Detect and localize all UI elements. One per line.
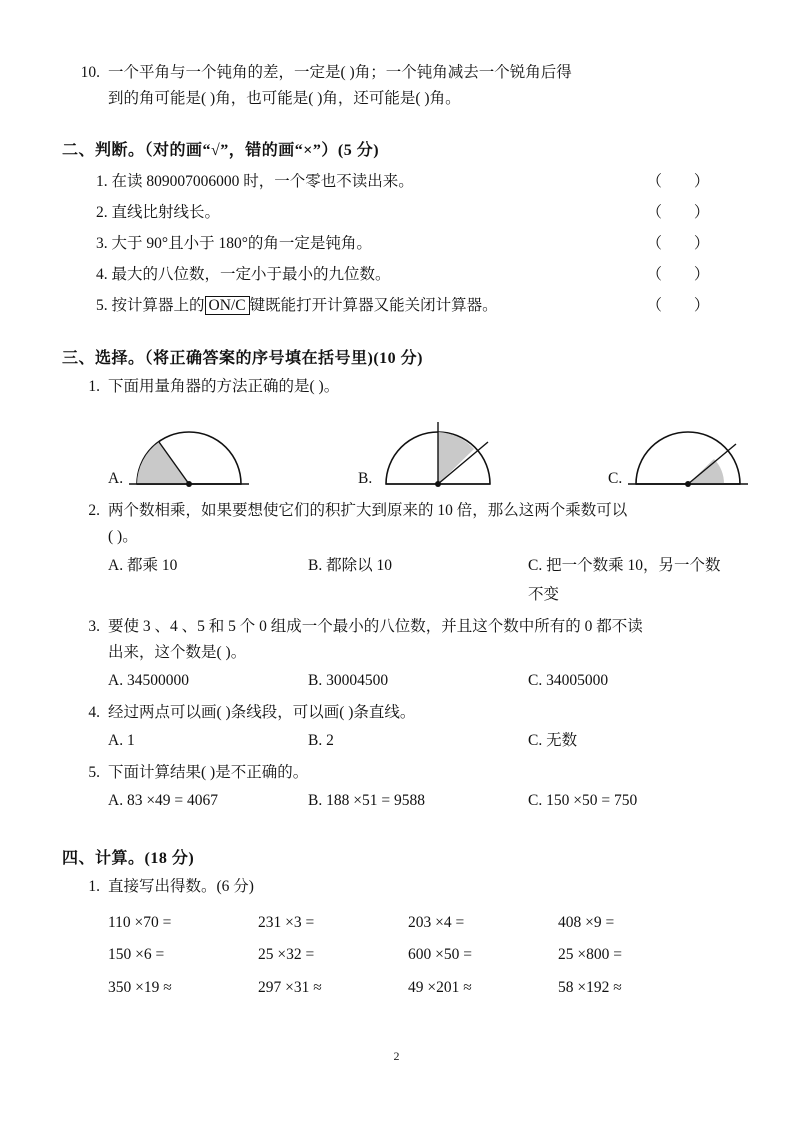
choice-question-5-option-b[interactable]: B. 188 ×51 = 9588 [308,791,425,809]
tf-item-1-number: 1. [96,172,108,190]
calc-cell[interactable]: 150 ×6 = [108,946,165,964]
choice-question-2-number: 2. [88,502,100,520]
choice-question-3-option-c[interactable]: C. 34005000 [528,672,609,690]
calc-cell[interactable]: 25 ×800 = [558,946,622,964]
tf-item-3-number: 3. [96,234,108,252]
protractor-figure-c [628,426,748,492]
tf-item-2 [96,197,731,228]
tf-item-5-number: 5. [96,296,108,314]
protractor-option-b-label: B. [358,470,373,488]
question-10-line-1: 一个平角与一个钝角的差，一定是( )角；一个钝角减去一个锐角后得 [108,64,572,81]
protractor-option-c-label: C. [608,470,623,488]
tf-item-3-text: 大于 90°且小于 180°的角一定是钝角。 [111,234,372,252]
question-10 [62,60,731,86]
choice-question-4-option-c[interactable]: C. 无数 [528,732,578,750]
protractor-option-a-label: A. [108,470,124,488]
calc-cell[interactable]: 231 ×3 = [258,913,315,931]
calc-cell[interactable]: 25 ×32 = [258,946,315,964]
calc-cell[interactable]: 49 ×201 ≈ [408,978,472,996]
section-3-heading: 三、选择。（将正确答案的序号填在括号里)(10 分) [62,349,423,367]
tf-item-1-text: 在读 809007006000 时，一个零也不读出来。 [111,172,414,190]
choice-question-2-line-2-row [62,524,731,550]
choice-question-1-text: 下面用量角器的方法正确的是( )。 [108,377,340,395]
choice-question-1 [62,374,731,400]
calc-cell[interactable]: 58 ×192 ≈ [558,978,622,996]
calc-cell[interactable]: 297 ×31 ≈ [258,978,322,996]
choice-question-5-option-a[interactable]: A. 83 ×49 = 4067 [108,791,219,809]
tf-item-2-text: 直线比射线长。 [111,203,221,221]
tf-item-3-stem [96,228,639,259]
tf-item-5 [96,290,731,321]
calc-question-1 [62,874,731,900]
calc-cell[interactable]: 350 ×19 ≈ [108,978,172,996]
tf-item-2-answer-box[interactable]: （ ） [646,203,724,221]
tf-item-2-number: 2. [96,203,108,221]
protractor-figure-b [378,416,498,492]
choice-question-5-options [108,786,731,815]
choice-question-2-option-a[interactable]: A. 都乘 10 [108,556,178,574]
calc-cell[interactable]: 600 ×50 = [408,946,472,964]
tf-item-3 [96,228,731,259]
choice-question-2 [62,498,731,524]
tf-item-5-text-post: 键既能打开计算器又能关闭计算器。 [249,296,498,314]
calc-grid [108,907,731,1005]
on-c-key-label: ON/C [205,296,250,315]
choice-question-2-option-c[interactable]: C. 把一个数乘 10，另一个数不变 [528,556,721,604]
choice-question-5 [62,760,731,786]
tf-item-3-answer-box[interactable]: （ ） [646,234,724,252]
choice-question-3-option-a[interactable]: A. 34500000 [108,672,189,690]
tf-item-5-answer-box[interactable]: （ ） [646,296,724,314]
choice-question-2-line-1: 两个数相乘，如果要想使它们的积扩大到原来的 10 倍，那么这两个乘数可以 [108,502,628,520]
choice-question-5-option-c[interactable]: C. 150 ×50 = 750 [528,791,638,809]
question-10-line-2-row [62,86,731,112]
choice-question-1-number: 1. [88,377,100,395]
tf-item-4-text: 最大的八位数，一定小于最小的九位数。 [111,265,391,283]
tf-item-1 [96,166,731,197]
choice-question-4-number: 4. [88,703,100,721]
choice-question-2-line-2[interactable]: ( )。 [108,528,138,546]
calc-question-1-number: 1. [88,878,100,896]
protractor-option-a[interactable] [108,426,358,492]
choice-question-2-option-b[interactable]: B. 都除以 10 [308,556,392,574]
choice-question-4-option-a[interactable]: A. 1 [108,732,135,750]
calc-cell[interactable]: 110 ×70 = [108,913,172,931]
page-number: 2 [393,1049,400,1063]
choice-question-5-number: 5. [88,763,100,781]
calc-row [108,907,731,940]
tf-item-1-answer-box[interactable]: （ ） [646,172,724,190]
calc-cell[interactable]: 408 ×9 = [558,913,615,931]
choice-question-4-options [108,726,731,755]
tf-item-4-number: 4. [96,265,108,283]
question-10-number: 10. [80,64,100,81]
calc-row [108,972,731,1005]
section-4-heading: 四、计算。(18 分) [62,850,195,868]
choice-question-5-text[interactable]: 下面计算结果( )是不正确的。 [108,763,309,781]
choice-question-3-line-2[interactable]: 出来，这个数是( )。 [108,643,247,661]
protractor-figure-a [129,426,249,492]
question-10-line-2: 到的角可能是( )角，也可能是( )角，还可能是( )角。 [108,90,461,108]
choice-question-3-option-b[interactable]: B. 30004500 [308,672,389,690]
tf-item-2-stem [96,197,639,228]
calc-question-1-text: 直接写出得数。(6 分) [108,878,254,896]
tf-item-1-stem [96,166,639,197]
choice-question-4-text[interactable]: 经过两点可以画( )条线段，可以画( )条直线。 [108,703,416,721]
protractor-option-c[interactable] [608,426,748,492]
tf-item-5-text-pre: 按计算器上的 [111,296,205,314]
choice-question-4 [62,700,731,726]
choice-question-2-options [108,551,731,610]
choice-question-4-option-b[interactable]: B. 2 [308,732,334,750]
choice-question-3-number: 3. [88,617,100,635]
tf-item-4 [96,259,731,290]
calc-row [108,939,731,972]
calc-cell[interactable]: 203 ×4 = [408,913,465,931]
choice-question-3 [62,614,731,640]
choice-question-3-line-2-row [62,640,731,666]
section-2-heading: 二、判断。（对的画“√”，错的画“×”）(5 分) [62,141,380,159]
choice-question-3-options [108,666,731,695]
protractor-option-b[interactable] [358,416,608,492]
protractor-figures-row [108,414,731,492]
tf-item-4-stem [96,259,639,290]
tf-item-5-stem [96,290,639,321]
choice-question-3-line-1: 要使 3 、4 、5 和 5 个 0 组成一个最小的八位数，并且这个数中所有的 0 都不读 [108,617,643,635]
tf-item-4-answer-box[interactable]: （ ） [646,265,724,283]
